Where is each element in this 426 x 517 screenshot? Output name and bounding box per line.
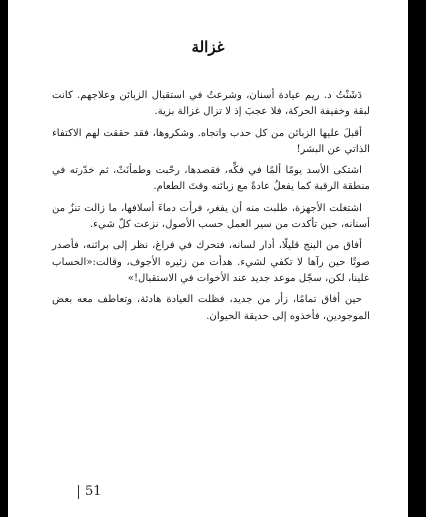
paragraph: اشتكى الأسد يومًا ألمًا في فكِّه، فقصدها، رحّبت وطمأنَتْ، ثم خدّرته في منطقة الرقبة كما يفعلُ عادةً مع زبائنه وقتَ الطعام. [52, 165, 370, 193]
page-number: 51 [85, 484, 102, 499]
paragraph: أقبلَ عليها الزبائن من كل حدب واتجاه. وشكروها، فقد حققت لهم الاكتفاء الذاتي عن البشر! [52, 127, 370, 155]
divider [78, 485, 79, 499]
page-title: غزالة [191, 38, 225, 56]
page-footer [78, 484, 102, 499]
paragraph: اشتغلت الأجهزة، طلبت منه أن يفغر، فرأت دماءَ أسلافها، ما زالت تنزُ من أسنانه، حين تأكدت من سير العمل حسب الأصول، نزعت كلّ شيء. [52, 202, 370, 231]
book-page [8, 0, 408, 517]
paragraph: حين أفاق تمامًا، زأر من جديد، فظلت العيادة هادئة، وتعاطف معه بعض الموجودين، فأخذوه إلى حديقة الحيوان. [52, 294, 370, 322]
story-body [52, 88, 370, 330]
paragraph: دَشَنْتُ د. ريم عيادة أسنان، وشرعتُ في استقبال الزبائن وعلاجهم. كانت لبقة وخفيفة الحركة، فلا عجبَ إذ لا تزال غزالة بزية. [52, 90, 370, 118]
paragraph: أفاق من البنج قليلًا، أدار لسانه، فتحرك في فراغ، نظر إلى براثنه، فأصدر صوتًا حين رآها لا تكفي لشيء. هدأت من زئيره الأجوف، وقالت:«الحساب علينا، لكن، سجّل موعد جديد عند الأخوات في الاستقبال!» [52, 240, 370, 284]
